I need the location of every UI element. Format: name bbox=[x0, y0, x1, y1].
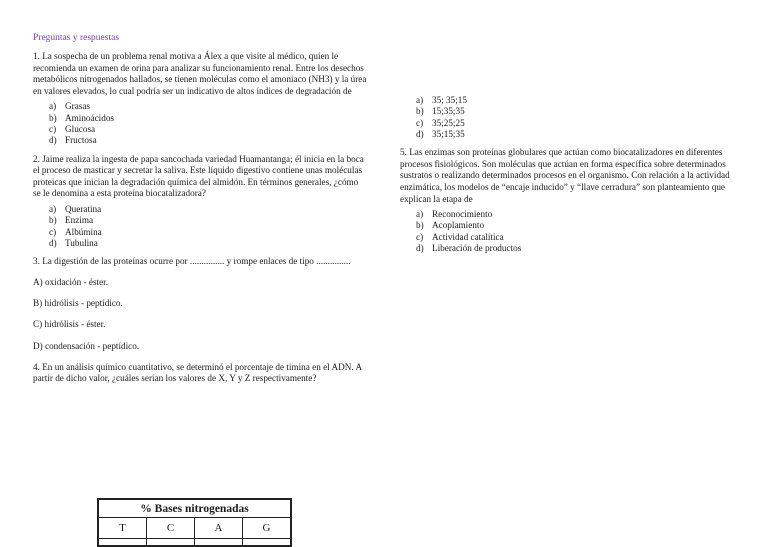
question-5-options bbox=[400, 209, 736, 254]
question-4-option-c: c) 35;25;25 bbox=[416, 117, 465, 128]
nitrogenous-bases-table bbox=[97, 498, 292, 547]
table-header-g: G bbox=[243, 518, 292, 539]
question-1-option-d: d) Fructosa bbox=[49, 135, 97, 146]
question-5-option-a: a) Reconocimiento bbox=[416, 209, 493, 220]
question-4-options bbox=[400, 95, 736, 140]
question-2-options bbox=[33, 204, 368, 249]
question-5-option-d: d) Liberación de productos bbox=[416, 243, 522, 254]
table-cell bbox=[243, 539, 292, 547]
question-3-option-b: B) hidrólisis - peptídico. bbox=[33, 298, 123, 309]
table-cell bbox=[98, 539, 147, 547]
question-2-text: 2. Jaime realiza la ingesta de papa sancochada variedad Huamantanga; él inicia en la boca el proceso de masticar y secretar la saliva. Este líquido digestivo contiene unas moléculas proteicas que inician la degradación química del almidón. En términos generales, ¿cómo se le denomina a esta proteína biocatalizadora? bbox=[33, 153, 364, 199]
question-3-option-d: D) condensación - peptídico. bbox=[33, 340, 140, 351]
question-3-text: 3. La digestión de las proteínas ocurre por ............... y rompe enlaces de tipo ............... bbox=[33, 256, 351, 267]
question-5-option-c: c) Actividad catalítica bbox=[416, 231, 504, 242]
question-2-option-b: b) Enzima bbox=[49, 215, 94, 226]
table-title: % Bases nitrogenadas bbox=[98, 499, 291, 518]
question-2-option-d: d) Tubulina bbox=[49, 237, 98, 248]
table-cell bbox=[195, 539, 243, 547]
question-4-option-b: b) 15;35;35 bbox=[416, 106, 465, 117]
question-1-option-b: b) Aminoácidos bbox=[49, 112, 114, 123]
section-heading: Preguntas y respuestas bbox=[33, 33, 120, 43]
question-3-option-c: C) hidrólisis - éster. bbox=[33, 319, 106, 330]
right-column bbox=[400, 95, 736, 261]
question-4-option-d: d) 35;15;35 bbox=[416, 128, 465, 139]
question-3-option-a: A) oxidación - éster. bbox=[33, 277, 109, 288]
question-4-text: 4. En un análisis químico cuantitativo, se determinó el porcentaje de timina en el ADN. A partir de dicho valor, ¿cuáles serían los valores de X, Y y Z respectivamente? bbox=[33, 361, 362, 384]
question-5-text: 5. Las enzimas son proteínas globulares que actúan como biocatalizadores en diferentes procesos fisiológicos. Son moléculas que actúan en forma específica sobre determinados sustratos o realizando determinados procesos en el organismo. Con relación a la actividad enzimática, los modelos de “encaje inducido” y “llave cerradura” son planteamiento que explican la etapa de bbox=[400, 147, 730, 204]
question-5-option-b: b) Acoplamiento bbox=[416, 220, 485, 231]
table-header-a: A bbox=[195, 518, 243, 539]
question-2-option-c: c) Albúmina bbox=[49, 226, 102, 237]
table-header-t: T bbox=[98, 518, 147, 539]
question-1-text: 1. La sospecha de un problema renal motiva a Álex a que visite al médico, quien le recomienda un examen de orina para analizar su funcionamiento renal. Entre los desechos metabólicos nitrogenados hallados, se tienen moléculas como el amoniaco (NH3) y la úrea en valores elevados, lo cual podría ser un indicativo de altos índices de degradación de bbox=[33, 51, 367, 96]
question-1-option-a: a) Grasas bbox=[49, 101, 91, 112]
question-2-option-a: a) Queratina bbox=[49, 203, 102, 214]
left-column bbox=[33, 33, 368, 385]
table-cell bbox=[147, 539, 195, 547]
question-1-options bbox=[33, 101, 368, 146]
question-1-option-c: c) Glucosa bbox=[49, 123, 96, 134]
table-header-c: C bbox=[147, 518, 195, 539]
question-4-option-a: a) 35; 35;15 bbox=[416, 95, 467, 105]
